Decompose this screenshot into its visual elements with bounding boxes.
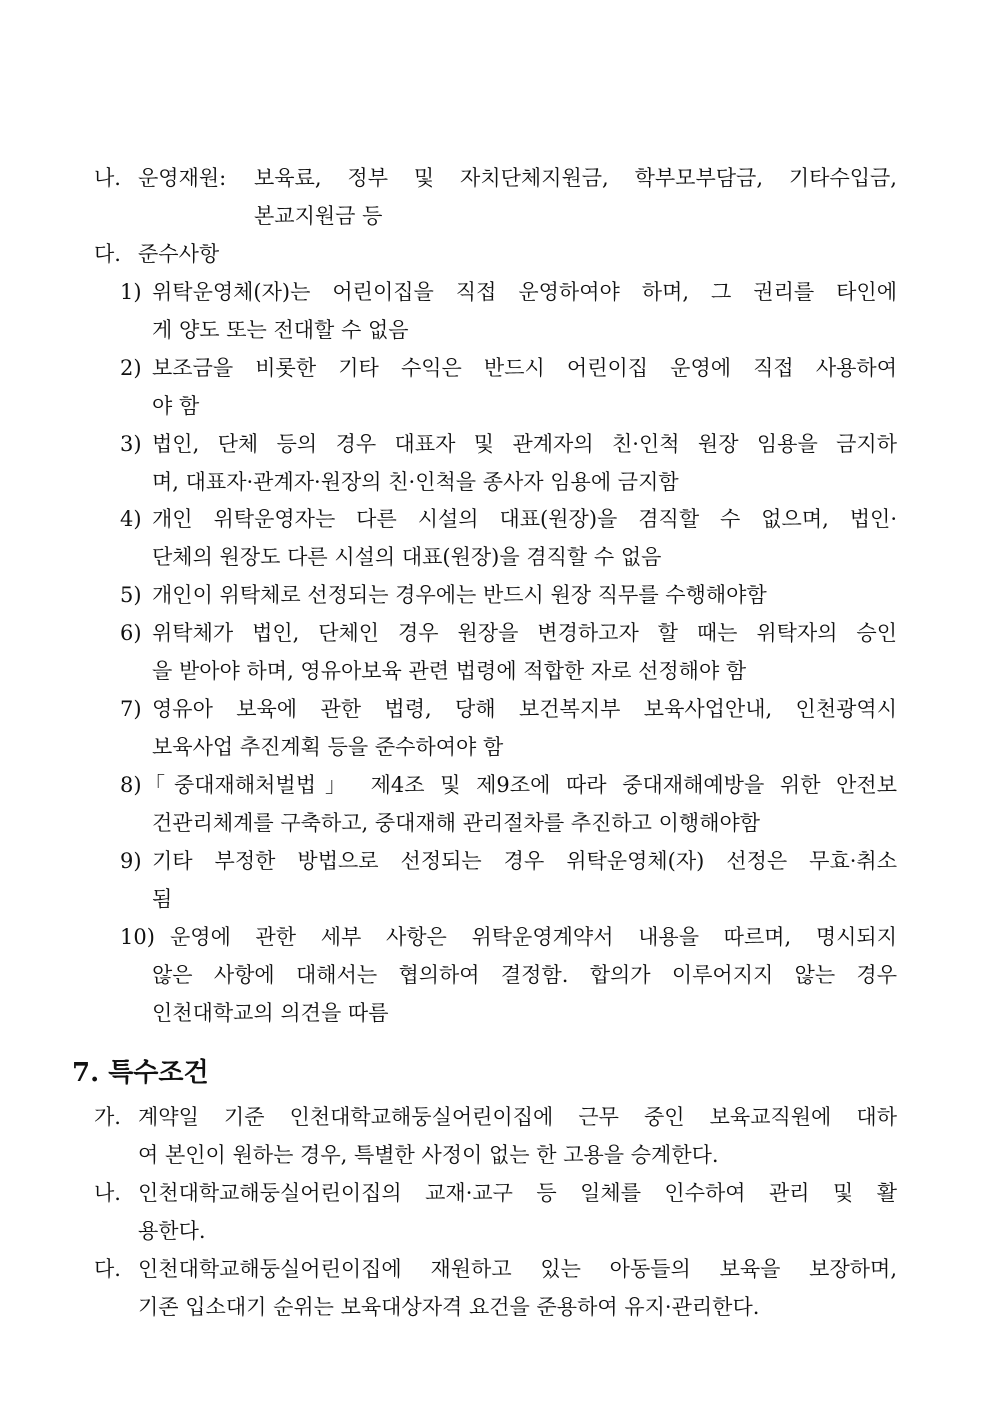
compliance-item-num: 7) xyxy=(120,697,142,721)
compliance-item-num: 5) xyxy=(120,583,142,607)
compliance-item-line: 영유아 보육에 관한 법령, 당해 보건복지부 보육사업안내, 인천광역시 xyxy=(152,697,897,721)
special-condition-line: 계약일 기준 인천대학교해둥실어린이집에 근무 중인 보육교직원에 대하 xyxy=(138,1105,897,1129)
compliance-item-line: 기타 부정한 방법으로 선정되는 경우 위탁운영체(자) 선정은 무효·취소 xyxy=(152,849,897,873)
compliance-item-line: 됨 xyxy=(152,887,173,911)
operating-funds-line-2: 본교지원금 등 xyxy=(254,204,383,228)
compliance-item-line: 보육사업 추진계획 등을 준수하여야 함 xyxy=(152,735,504,759)
compliance-item-line: 며, 대표자·관계자·원장의 친·인척을 종사자 임용에 금지함 xyxy=(152,470,679,494)
special-condition-line: 기존 입소대기 순위는 보육대상자격 요건을 준용하여 유지·관리한다. xyxy=(138,1295,760,1319)
compliance-item-line: 개인이 위탁체로 선정되는 경우에는 반드시 원장 직무를 수행해야함 xyxy=(152,583,767,607)
special-condition-line: 인천대학교해둥실어린이집의 교재·교구 등 일체를 인수하여 관리 및 활 xyxy=(138,1181,897,1205)
compliance-item-line: 인천대학교의 의견을 따름 xyxy=(152,1001,389,1025)
compliance-item-num: 2) xyxy=(120,356,142,380)
compliance-item-num: 6) xyxy=(120,621,142,645)
compliance-item-num: 1) xyxy=(120,280,142,304)
compliance-item-num: 9) xyxy=(120,849,142,873)
compliance-item-line: 게 양도 또는 전대할 수 없음 xyxy=(152,318,409,342)
compliance-item-line: 위탁체가 법인, 단체인 경우 원장을 변경하고자 할 때는 위탁자의 승인 xyxy=(152,621,897,645)
compliance-title: 준수사항 xyxy=(138,242,220,266)
compliance-item-line: 건관리체계를 구축하고, 중대재해 관리절차를 추진하고 이행해야함 xyxy=(152,811,761,835)
operating-funds-marker: 나. xyxy=(94,166,121,190)
operating-funds-line-1: 보육료, 정부 및 자치단체지원금, 학부모부담금, 기타수입금, xyxy=(254,166,897,190)
operating-funds-label: 운영재원: xyxy=(138,166,227,190)
compliance-marker: 다. xyxy=(94,242,121,266)
compliance-item-num: 8) xyxy=(120,773,142,797)
compliance-item-line: 위탁운영체(자)는 어린이집을 직접 운영하여야 하며, 그 권리를 타인에 xyxy=(152,280,897,304)
special-condition-marker: 다. xyxy=(94,1257,121,1281)
compliance-item-num: 10) xyxy=(120,925,155,949)
compliance-item-num: 4) xyxy=(120,507,142,531)
compliance-item-line: 단체의 원장도 다른 시설의 대표(원장)을 겸직할 수 없음 xyxy=(152,545,662,569)
special-condition-marker: 나. xyxy=(94,1181,121,1205)
compliance-item-line: 야 함 xyxy=(152,394,200,418)
special-condition-line: 여 본인이 원하는 경우, 특별한 사정이 없는 한 고용을 승계한다. xyxy=(138,1143,719,1167)
special-condition-marker: 가. xyxy=(94,1105,121,1129)
compliance-item-line: 을 받아야 하며, 영유아보육 관련 법령에 적합한 자로 선정해야 함 xyxy=(152,659,747,683)
compliance-item-line: 개인 위탁운영자는 다른 시설의 대표(원장)을 겸직할 수 없으며, 법인· xyxy=(152,507,897,531)
compliance-item-line: 「중대재해처벌법」 제4조 및 제9조에 따라 중대재해예방을 위한 안전보 xyxy=(144,773,897,797)
compliance-item-line: 법인, 단체 등의 경우 대표자 및 관계자의 친·인척 원장 임용을 금지하 xyxy=(152,432,897,456)
compliance-item-line: 보조금을 비롯한 기타 수익은 반드시 어린이집 운영에 직접 사용하여 xyxy=(152,356,897,380)
compliance-item-line: 운영에 관한 세부 사항은 위탁운영계약서 내용을 따르며, 명시되지 xyxy=(170,925,897,949)
special-condition-line: 용한다. xyxy=(138,1219,206,1243)
compliance-item-num: 3) xyxy=(120,432,142,456)
special-condition-line: 인천대학교해둥실어린이집에 재원하고 있는 아동들의 보육을 보장하며, xyxy=(138,1257,897,1281)
compliance-item-line: 않은 사항에 대해서는 협의하여 결정함. 합의가 이루어지지 않는 경우 xyxy=(152,963,897,987)
special-conditions-heading: 7. 특수조건 xyxy=(72,1058,209,1088)
